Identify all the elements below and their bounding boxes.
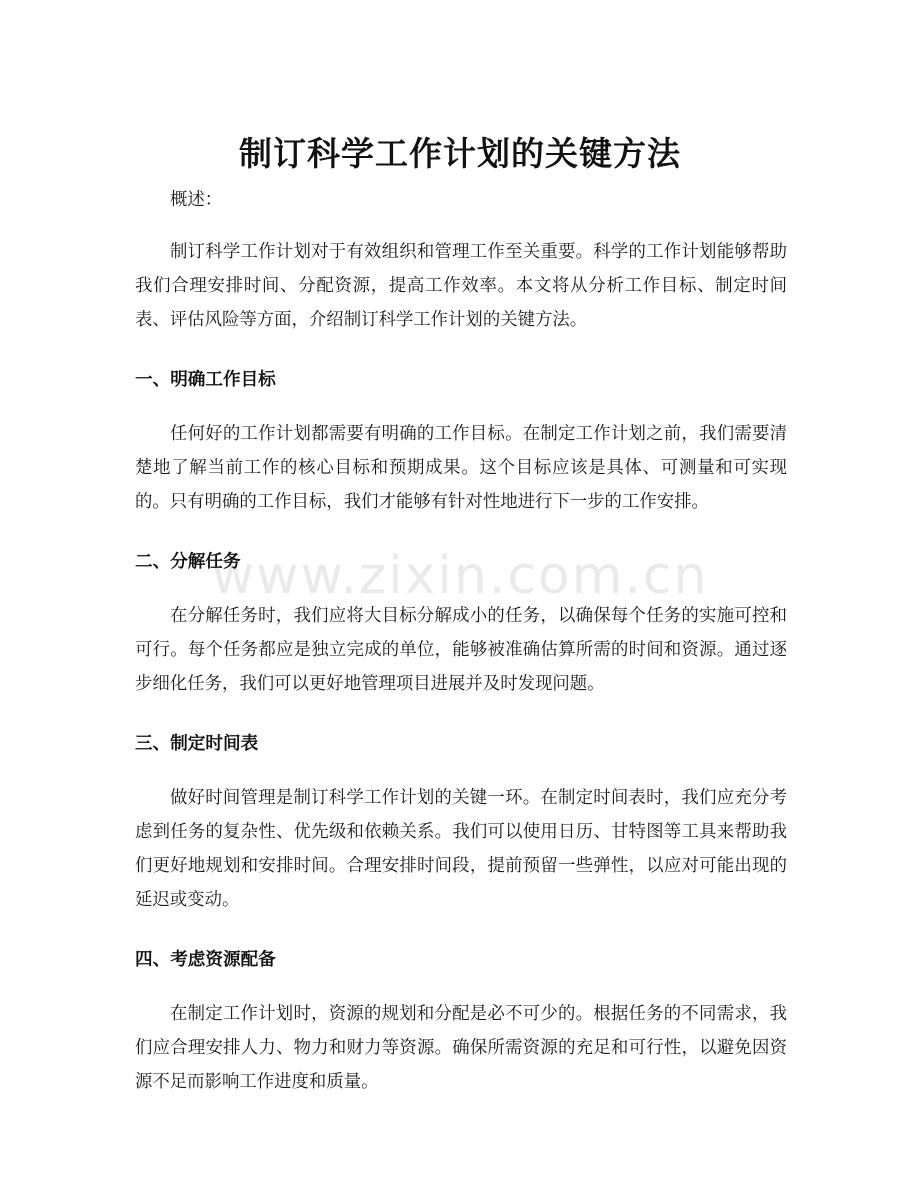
section-paragraph-3: 做好时间管理是制订科学工作计划的关键一环。在制定时间表时，我们应充分考虑到任务的复杂性、优先级和依赖关系。我们可以使用日历、甘特图等工具来帮助我们更好地规划和安排时间。合理安排时间段，提前预留一些弹性，以应对可能出现的延迟或变动。	[135, 788, 787, 910]
section-paragraph-1: 任何好的工作计划都需要有明确的工作目标。在制定工作计划之前，我们需要清楚地了解当前工作的核心目标和预期成果。这个目标应该是具体、可测量和可实现的。只有明确的工作目标，我们才能够有针对性地进行下一步的工作安排。	[135, 424, 787, 512]
watermark: www.zixin.com.cn	[211, 546, 709, 606]
overview-paragraph: 制订科学工作计划对于有效组织和管理工作至关重要。科学的工作计划能够帮助我们合理安排时间、分配资源，提高工作效率。本文将从分析工作目标、制定时间表、评估风险等方面，介绍制订科学工作计划的关键方法。	[135, 242, 787, 330]
section-heading-1: 一、明确工作目标	[135, 370, 276, 390]
section-heading-2: 二、分解任务	[135, 552, 241, 572]
section-paragraph-2: 在分解任务时，我们应将大目标分解成小的任务，以确保每个任务的实施可控和可行。每个任务都应是独立完成的单位，能够被准确估算所需的时间和资源。通过逐步细化任务，我们可以更好地管理项目进展并及时发现问题。	[135, 606, 787, 694]
document-body	[135, 183, 787, 1127]
section-paragraph-4: 在制定工作计划时，资源的规划和分配是必不可少的。根据任务的不同需求，我们应合理安排人力、物力和财力等资源。确保所需资源的充足和可行性，以避免因资源不足而影响工作进度和质量。	[135, 1004, 787, 1092]
document-title: 制订科学工作计划的关键方法	[239, 134, 681, 174]
section-heading-4: 四、考虑资源配备	[135, 950, 276, 970]
section-heading-3: 三、制定时间表	[135, 734, 259, 754]
overview-label: 概述：	[170, 190, 223, 210]
